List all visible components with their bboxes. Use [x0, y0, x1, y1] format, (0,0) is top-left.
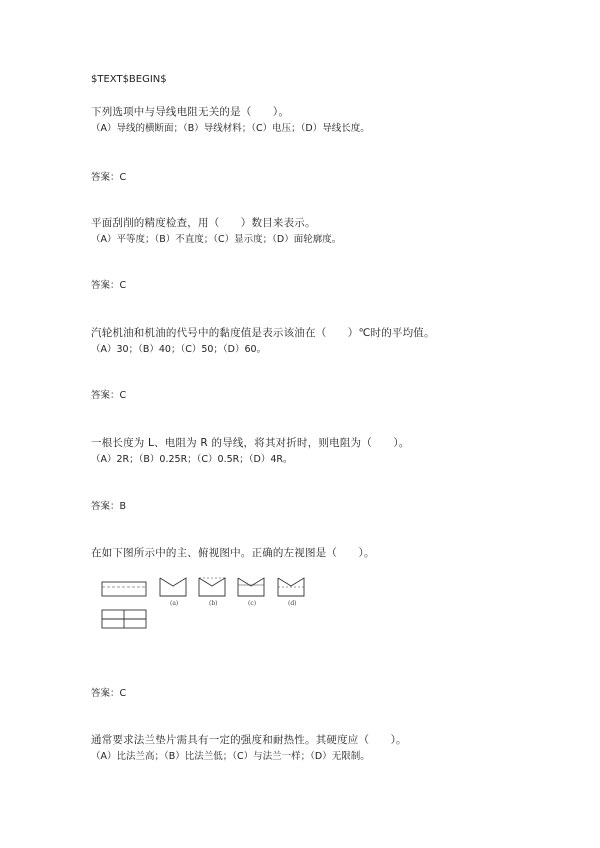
views-diagram: [96, 572, 316, 644]
question-3-text: 汽轮机油和机油的代号中的黏度值是表示该油在（ ）℃时的平均值。: [91, 327, 435, 339]
document-header: $TEXT$BEGIN$: [91, 74, 167, 85]
figure-label-a: (a): [170, 600, 179, 607]
question-1-answer: 答案：C: [91, 172, 127, 183]
question-3-options: （A）30；（B）40；（C）50；（D）60。: [91, 344, 267, 355]
option-a-view: [160, 578, 186, 596]
question-5-text: 在如下图所示中的主、俯视图中。正确的左视图是（ ）。: [91, 547, 375, 559]
question-1-options: （A）导线的横断面；（B）导线材料；（C）电压；（D）导线长度。: [91, 123, 370, 134]
question-4-answer: 答案：B: [91, 501, 127, 512]
figure-label-d: (d): [288, 600, 297, 607]
question-4-text: 一根长度为 L、电阻为 R 的导线，将其对折时，则电阻为（ ）。: [91, 437, 410, 449]
question-2-answer: 答案：C: [91, 280, 127, 291]
question-1-text: 下列选项中与导线电阻无关的是（ ）。: [91, 106, 290, 118]
front-view: [102, 582, 146, 596]
question-4-options: （A）2R；（B）0.25R；（C）0.5R；（D）4R。: [91, 454, 293, 465]
question-6-text: 通常要求法兰垫片需具有一定的强度和耐热性。其硬度应（ ）。: [91, 734, 407, 746]
figure-label-c: (c): [248, 600, 257, 607]
views-diagram-svg: [96, 572, 316, 644]
figure-label-b: (b): [209, 600, 218, 607]
question-2-text: 平面刮削的精度检查，用（ ）数目来表示。: [91, 217, 316, 229]
option-b-view: [199, 578, 225, 596]
question-6-options: （A）比法兰高；（B）比法兰低；（C）与法兰一样；（D）无限制。: [91, 751, 370, 762]
question-3-answer: 答案：C: [91, 390, 127, 401]
option-c-view: [238, 578, 264, 596]
question-2-options: （A）平等度；（B）不直度；（C）显示度；（D）面轮廓度。: [91, 234, 342, 245]
question-5-answer: 答案：C: [91, 688, 127, 699]
